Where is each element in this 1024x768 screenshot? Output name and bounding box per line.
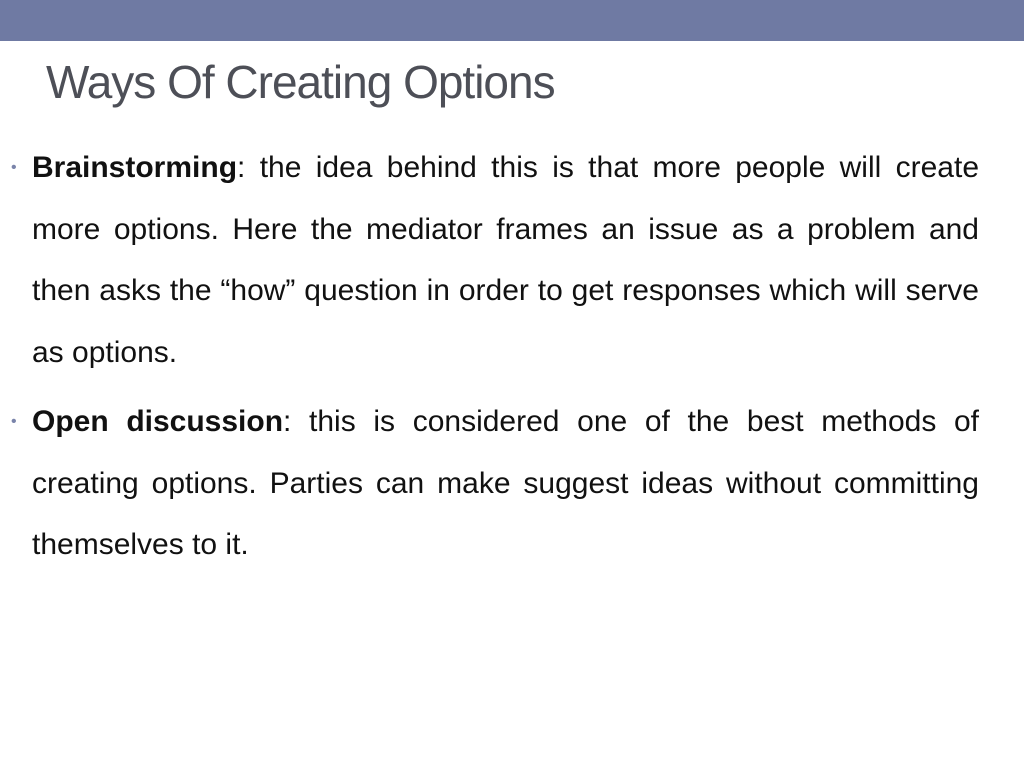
bullet-term: Brainstorming [32,151,238,184]
bullet-term: Open discussion [32,405,284,438]
bullet-dot-icon: • [11,159,17,176]
slide-title: Ways Of Creating Options [46,56,555,108]
bullet-dot-icon: • [11,413,17,430]
bullet-text: : the idea behind this is that more people will create more options. Here the mediator frames an issue as a problem and then asks the “how” question in order to get responses which will serve as options. [32,151,979,369]
bullet-text: : this is considered one of the best methods of creating options. Parties can make suggest ideas without committing themselves to it. [32,405,979,561]
header-accent-bar [0,0,1024,41]
bullet-list [11,137,979,584]
bullet-item-open-discussion [11,391,979,576]
bullet-item-brainstorming [11,137,979,383]
